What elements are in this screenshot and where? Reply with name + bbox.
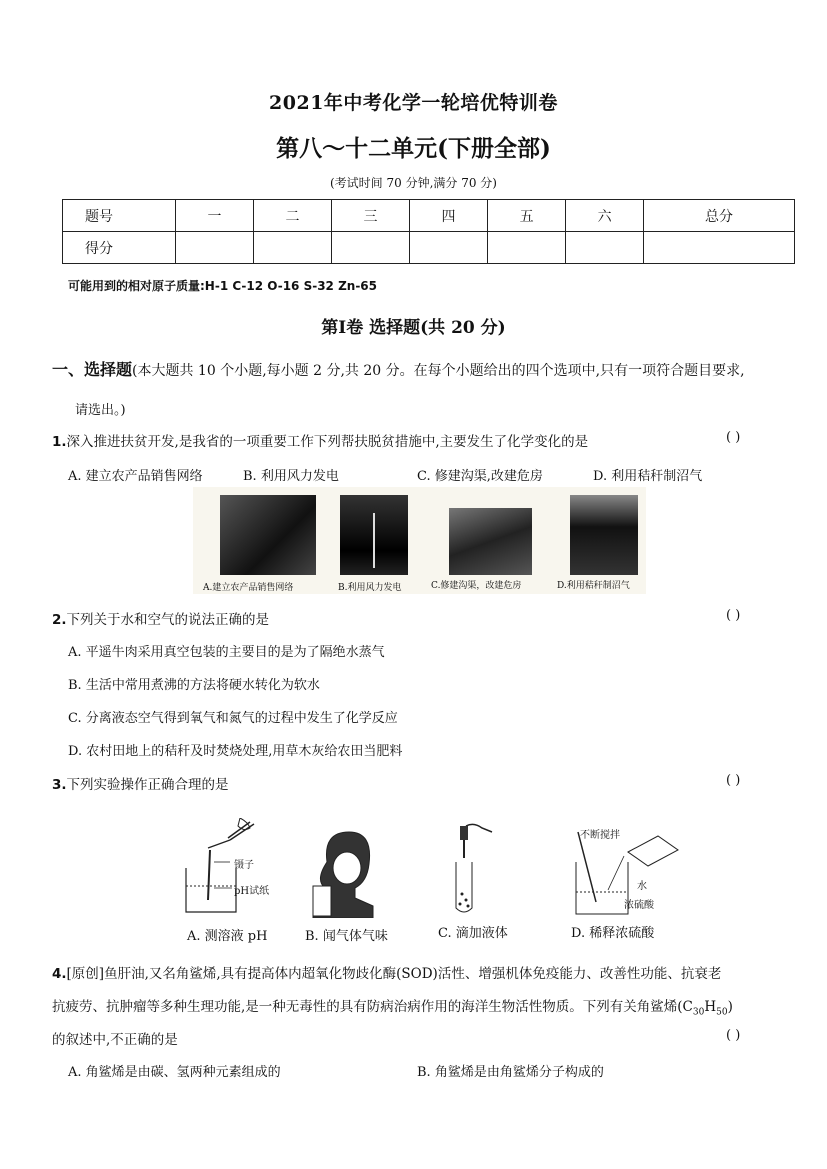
question-4-line2 (52, 995, 812, 1018)
exam-title: 2021年中考化学一轮培优特训卷 (269, 92, 558, 114)
photo-sales-network (220, 495, 316, 575)
option-a[interactable]: A. 角鲨烯是由碳、氢两种元素组成的 (68, 1065, 281, 1080)
question-number: 3. (52, 777, 67, 793)
question-4 (52, 962, 792, 982)
label-water: 水 (637, 881, 647, 892)
score-cell[interactable] (410, 232, 488, 264)
option-c[interactable]: C. 分离液态空气得到氧气和氮气的过程中发生了化学反应 (68, 711, 398, 726)
illustration-caption-a: A. 测溶液 pH (187, 929, 268, 944)
photo-biogas (570, 495, 638, 575)
answer-paren[interactable]: ( ) (726, 773, 741, 788)
answer-paren[interactable]: ( ) (726, 430, 741, 445)
section-instruction-cont: 请选出。) (75, 403, 126, 418)
formula-close: ) (727, 999, 733, 1015)
table-cell: 三 (332, 200, 410, 232)
illustration-caption-c: C. 滴加液体 (438, 926, 508, 941)
dropper-illustration (440, 822, 500, 918)
table-cell: 一 (176, 200, 254, 232)
option-a[interactable]: A. 建立农产品销售网络 (68, 469, 203, 484)
question-text: 深入推进扶贫开发,是我省的一项重要工作下列帮扶脱贫措施中,主要发生了化学变化的是 (66, 434, 589, 450)
photo-caption-b: B.利用风力发电 (338, 583, 402, 593)
score-cell[interactable] (332, 232, 410, 264)
label-stir: 不断搅拌 (580, 830, 620, 841)
question-4-line3: 的叙述中,不正确的是 (52, 1032, 178, 1048)
option-b[interactable]: B. 角鲨烯是由角鲨烯分子构成的 (417, 1065, 604, 1080)
score-cell[interactable] (176, 232, 254, 264)
score-table-header-row (63, 200, 795, 232)
exam-subtitle: 第八～十二单元(下册全部) (276, 135, 551, 162)
option-d[interactable]: D. 农村田地上的秸秆及时焚烧处理,用草木灰给农田当肥料 (68, 744, 403, 759)
table-cell: 得分 (63, 232, 176, 264)
section-label: 一、选择题 (52, 360, 133, 379)
atomic-mass-note: 可能用到的相对原子质量:H-1 C-12 O-16 S-32 Zn-65 (68, 279, 377, 293)
score-cell[interactable] (566, 232, 644, 264)
question-text-line2: 抗疲劳、抗肿瘤等多种生理功能,是一种无毒性的具有防病治病作用的海洋生物活性物质。下列有关角鲨烯(C (52, 999, 693, 1015)
question-text: 下列关于水和空气的说法正确的是 (66, 612, 270, 628)
label-acid: 浓硫酸 (624, 900, 654, 911)
score-table (62, 199, 795, 264)
table-cell: 总分 (644, 200, 795, 232)
formula-h: H (704, 999, 717, 1015)
score-table-score-row (63, 232, 795, 264)
option-b[interactable]: B. 利用风力发电 (243, 469, 339, 484)
answer-paren[interactable]: ( ) (726, 608, 741, 623)
table-cell: 二 (254, 200, 332, 232)
photo-canal (449, 508, 532, 575)
score-cell[interactable] (254, 232, 332, 264)
option-c[interactable]: C. 修建沟渠,改建危房 (417, 469, 543, 484)
formula-sub-h: 50 (716, 1007, 728, 1018)
illustration-caption-d: D. 稀释浓硫酸 (571, 926, 655, 941)
photo-caption-a: A.建立农产品销售网络 (203, 583, 294, 593)
photo-caption-d: D.利用秸秆制沼气 (557, 581, 630, 591)
section-instruction: (本大题共 10 个小题,每小题 2 分,共 20 分。在每个小题给出的四个选项中,只有一项符合题目要求, (132, 363, 745, 379)
question-2 (52, 608, 269, 628)
section-heading (52, 357, 792, 380)
option-b[interactable]: B. 生活中常用煮沸的方法将硬水转化为软水 (68, 678, 320, 693)
question-number: 2. (52, 612, 67, 628)
table-cell: 四 (410, 200, 488, 232)
table-cell: 五 (488, 200, 566, 232)
formula-sub-c: 30 (692, 1007, 705, 1018)
question-text-line1: [原创]鱼肝油,又名角鲨烯,具有提高体内超氧化物歧化酶(SOD)活性、增强机体免疫能力、改善性功能、抗衰老 (66, 966, 722, 982)
question-3 (52, 773, 229, 793)
smelling-illustration (305, 822, 375, 918)
question-number: 1. (52, 434, 67, 450)
option-a[interactable]: A. 平遥牛肉采用真空包装的主要目的是为了隔绝水蒸气 (68, 645, 385, 660)
question-1 (52, 430, 588, 450)
label-tweezers: 镊子 (234, 860, 254, 871)
question-number: 4. (52, 966, 67, 982)
part-title: 第Ⅰ卷 选择题(共 20 分) (321, 318, 506, 338)
label-ph-paper: pH试纸 (234, 886, 270, 897)
score-cell[interactable] (644, 232, 795, 264)
table-cell: 六 (566, 200, 644, 232)
photo-caption-c: C.修建沟渠，改建危房 (431, 581, 522, 591)
option-d[interactable]: D. 利用秸秆制沼气 (593, 469, 703, 484)
table-cell: 题号 (63, 200, 176, 232)
score-cell[interactable] (488, 232, 566, 264)
illustration-caption-b: B. 闻气体气味 (305, 929, 388, 944)
exam-info: (考试时间 70 分钟,满分 70 分) (330, 176, 497, 190)
question-text: 下列实验操作正确合理的是 (66, 777, 229, 793)
ph-test-illustration (178, 818, 288, 918)
answer-paren[interactable]: ( ) (726, 1028, 741, 1043)
photo-wind-power (340, 495, 408, 575)
